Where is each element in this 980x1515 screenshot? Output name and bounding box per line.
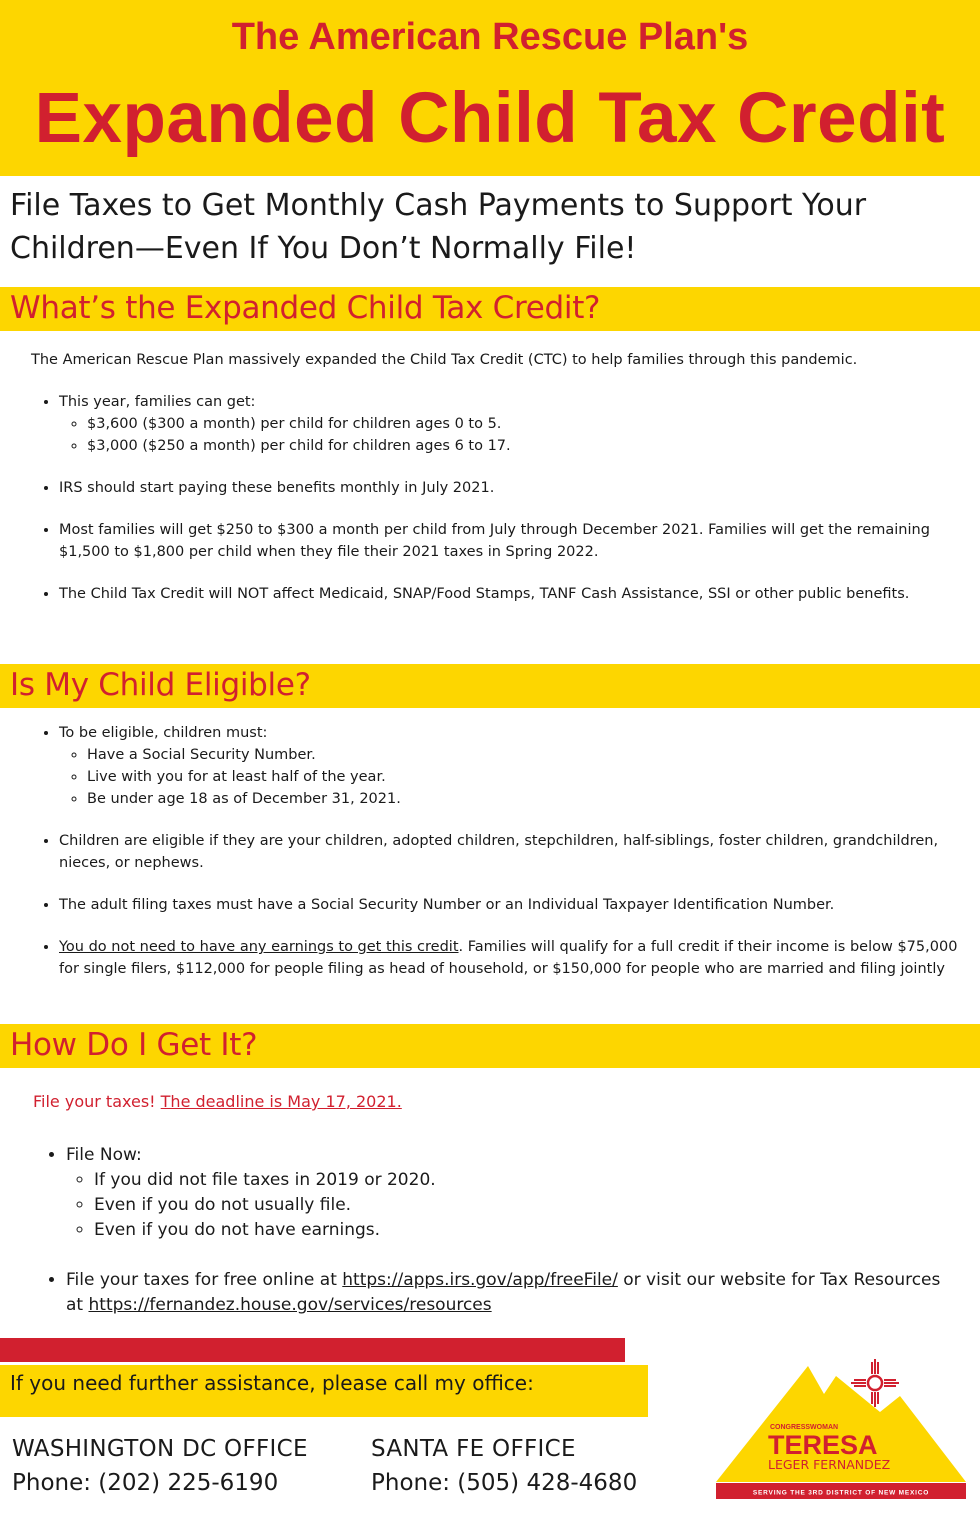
logo-title: CONGRESSWOMAN (770, 1424, 839, 1431)
list-item: • File Now: ◦ If you did not file taxes in 2019 or 2020. ◦ Even if you do not usually file. ◦ Even if you do not have earnings. (66, 1143, 958, 1243)
list-item: • The Child Tax Credit will NOT affect Medicaid, SNAP/Food Stamps, TANF Cash Assistance, SSI or other public benefits. (59, 583, 961, 605)
subtitle-line-1: File Taxes to Get Monthly Cash Payments to Support Your (10, 188, 867, 223)
assistance-banner (0, 1365, 648, 1417)
section-how-body (38, 1143, 958, 1318)
intro-paragraph: The American Rescue Plan massively expanded the Child Tax Credit (CTC) to help families through this pandemic. (31, 352, 858, 368)
section-heading-text: How Do I Get It? (10, 1027, 258, 1063)
section-eligible-body (31, 722, 961, 980)
section-what-body (31, 349, 961, 605)
office-phone-dc: Phone: (202) 225-6190 (12, 1470, 279, 1496)
list-item: • This year, families can get: ◦ $3,600 ($300 a month) per child for children ages 0 to 5. ◦ $3,000 ($250 a month) per child for children ages 6 to 17. (59, 391, 961, 457)
assistance-text: If you need further assistance, please call my office: (10, 1371, 534, 1395)
tax-resources-link[interactable]: https://fernandez.house.gov/services/resources (88, 1295, 492, 1315)
list-item: • File your taxes for free online at https://apps.irs.gov/app/freeFile/ or visit our website for Tax Resources at https://fernandez.house.gov/services/resources (66, 1268, 958, 1318)
list-item: • To be eligible, children must: ◦ Have a Social Security Number. ◦ Live with you for at least half of the year. ◦ Be under age 18 as of December 31, 2021. (59, 722, 961, 810)
underlined-text: You do not need to have any earnings to get this credit (59, 939, 459, 955)
list-item: ◦ $3,000 ($250 a month) per child for children ages 6 to 17. (87, 435, 961, 457)
section-heading-how (0, 1024, 980, 1068)
deadline-text: The deadline is May 17, 2021. (160, 1092, 402, 1111)
list-item: ◦ Be under age 18 as of December 31, 2021. (87, 788, 961, 810)
list-item: ◦ Even if you do not usually file. (94, 1193, 958, 1218)
list-item: ◦ Have a Social Security Number. (87, 744, 961, 766)
logo-tagline: SERVING THE 3RD DISTRICT OF NEW MEXICO (752, 1489, 930, 1497)
list-item: ◦ Even if you do not have earnings. (94, 1218, 958, 1243)
subtitle (10, 184, 970, 270)
title-line-1: The American Rescue Plan's (231, 16, 749, 58)
list-item: • Most families will get $250 to $300 a month per child from July through December 2021. Families will get the remaining $1,500 to $1,800 per child when they file their 2021 taxes in Spring 2022. (59, 519, 961, 563)
logo-last-name: LEGER FERNANDEZ (768, 1457, 891, 1472)
list-item: ◦ Live with you for at least half of the year. (87, 766, 961, 788)
list-item: • The adult filing taxes must have a Social Security Number or an Individual Taxpayer Identification Number. (59, 894, 961, 916)
title-banner (0, 0, 980, 176)
list-item: ◦ If you did not file taxes in 2019 or 2020. (94, 1168, 958, 1193)
list-item: ◦ $3,600 ($300 a month) per child for children ages 0 to 5. (87, 413, 961, 435)
list-item: • Children are eligible if they are your children, adopted children, stepchildren, half-siblings, foster children, grandchildren, nieces, or nephews. (59, 830, 961, 874)
logo-mountain-graphic (712, 1356, 970, 1506)
logo-first-name: TERESA (768, 1430, 878, 1460)
red-accent-bar (0, 1338, 625, 1362)
list-item: • IRS should start paying these benefits monthly in July 2021. (59, 477, 961, 499)
irs-freefile-link[interactable]: https://apps.irs.gov/app/freeFile/ (342, 1270, 618, 1290)
subtitle-line-2: Children—Even If You Don’t Normally File! (10, 231, 637, 266)
section-heading-eligible (0, 664, 980, 708)
title-line-2: Expanded Child Tax Credit (34, 79, 946, 158)
list-item: • You do not need to have any earnings to get this credit. Families will qualify for a full credit if their income is below $75,000 for single filers, $112,000 for people filing as head of household, or $150,000 for people who are married and filing jointly (59, 936, 961, 980)
section-heading-text: What’s the Expanded Child Tax Credit? (10, 290, 601, 326)
office-name-dc: WASHINGTON DC OFFICE (12, 1436, 308, 1462)
deadline-lead: File your taxes! The deadline is May 17, 2021. (33, 1092, 402, 1111)
office-name-santa-fe: SANTA FE OFFICE (371, 1436, 576, 1462)
section-heading-what (0, 287, 980, 331)
section-heading-text: Is My Child Eligible? (10, 667, 311, 703)
office-phone-santa-fe: Phone: (505) 428-4680 (371, 1470, 638, 1496)
congresswoman-logo (712, 1356, 970, 1506)
